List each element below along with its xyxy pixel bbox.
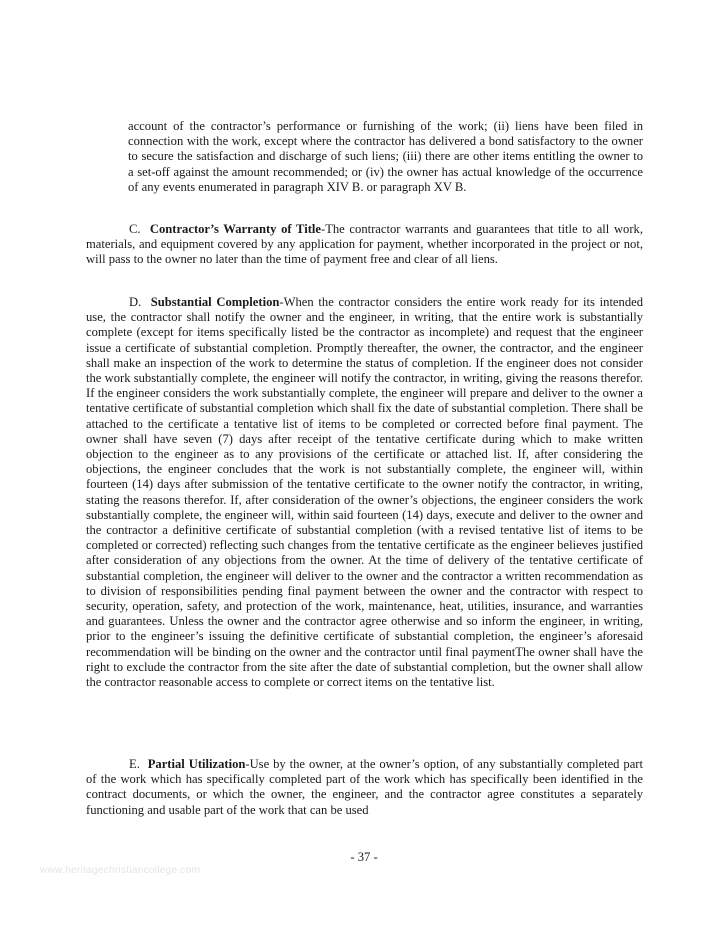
section-d-body: -When the contractor considers the entire work ready for its intended use, the contractor shall notify the owner and the engineer, in writing, that the entire work is substantially complete (except for items specifically listed be the contractor as incomplete) and request that the engineer issue a certificate of substantial completion. Promptly thereafter, the owner, the contractor, and the engineer shall make an inspection of the work to determine the status of completion. If the engineer does not consider the work substantially complete, the engineer will notify the contractor, in writing, giving the reasons therefor. If the engineer considers the work substantially complete, the engineer will prepare and deliver to the owner a tentative certificate of substantial completion which shall fix the date of substantial completion. There shall be attached to the certificate a tentative list of items to be completed or corrected before final payment. The owner shall have seven (7) days after receipt of the tentative certificate during which to make written objection to the engineer as to any provisions of the certificate or attached list. If, after considering the objections, the engineer concludes that the work is not substantially complete, the engineer will, within fourteen (14) days after submission of the tentative certificate to the owner notify the contractor, in writing, stating the reasons therefor. If, after consideration of the owner’s objections, the engineer considers the work substantially complete, the engineer will, within said fourteen (14) days, execute and deliver to the owner and the contractor a definitive certificate of substantial completion (with a revised tentative list of items to be completed or corrected) reflecting such changes from the tentative certificate as the engineer believes justified after consideration of any objections from the owner. At the time of delivery of the tentative certificate of substantial completion, the engineer will deliver to the owner and the contractor a written recommendation as to division of responsibilities pending final payment between the owner and the contractor with respect to security, operation, safety, and protection of the work, maintenance, heat, utilities, insurance, and warranties and guarantees. Unless the owner and the contractor agree otherwise and so inform the engineer, in writing, prior to the engineer’s issuing the definitive certificate of substantial completion, the engineer’s aforesaid recommendation will be binding on the owner and the contractor until final paymentThe owner shall have the right to exclude the contractor from the site after the date of substantial completion, but the owner shall allow the contractor reasonable access to complete or correct items on the tentative list. [86, 295, 644, 690]
section-d-paragraph [86, 295, 643, 690]
watermark: www.heritagechristiancollege.com [40, 865, 201, 876]
page-number: - 37 - [350, 850, 378, 864]
section-e-body: -Use by the owner, at the owner’s option, of any substantially completed part of the work which has specifically completed part of the work which has specifically been identified in the contract documents, or which the owner, the engineer, and the contractor agree constitutes a separately functioning and usable part of the work that can be used [86, 757, 643, 817]
continued-paragraph: account of the contractor’s performance or furnishing of the work; (ii) liens have been filed in connection with the work, except where the contractor has delivered a bond satisfactory to the owner to secure the satisfaction and discharge of such liens; (iii) there are other items entitling the owner to a set-off against the amount recommended; or (iv) the owner has actual knowledge of the occurrence of any events enumerated in paragraph XIV B. or paragraph XV B. [128, 119, 643, 194]
section-d-letter: D. [129, 295, 142, 309]
section-e-heading: Partial Utilization [147, 757, 246, 771]
section-c-paragraph [86, 222, 643, 268]
section-c-body: -The contractor warrants and guarantees that title to all work, materials, and equipment covered by any application for payment, whether incorporated in the project or not, will pass to the owner no later than the time of payment free and clear of all liens. [86, 222, 643, 267]
section-c-heading: Contractor’s Warranty of Title [149, 222, 321, 236]
section-e-paragraph [86, 757, 643, 818]
section-c-letter: C. [129, 222, 141, 236]
section-e-letter: E. [129, 757, 140, 771]
section-d-heading: Substantial Completion [150, 295, 280, 309]
